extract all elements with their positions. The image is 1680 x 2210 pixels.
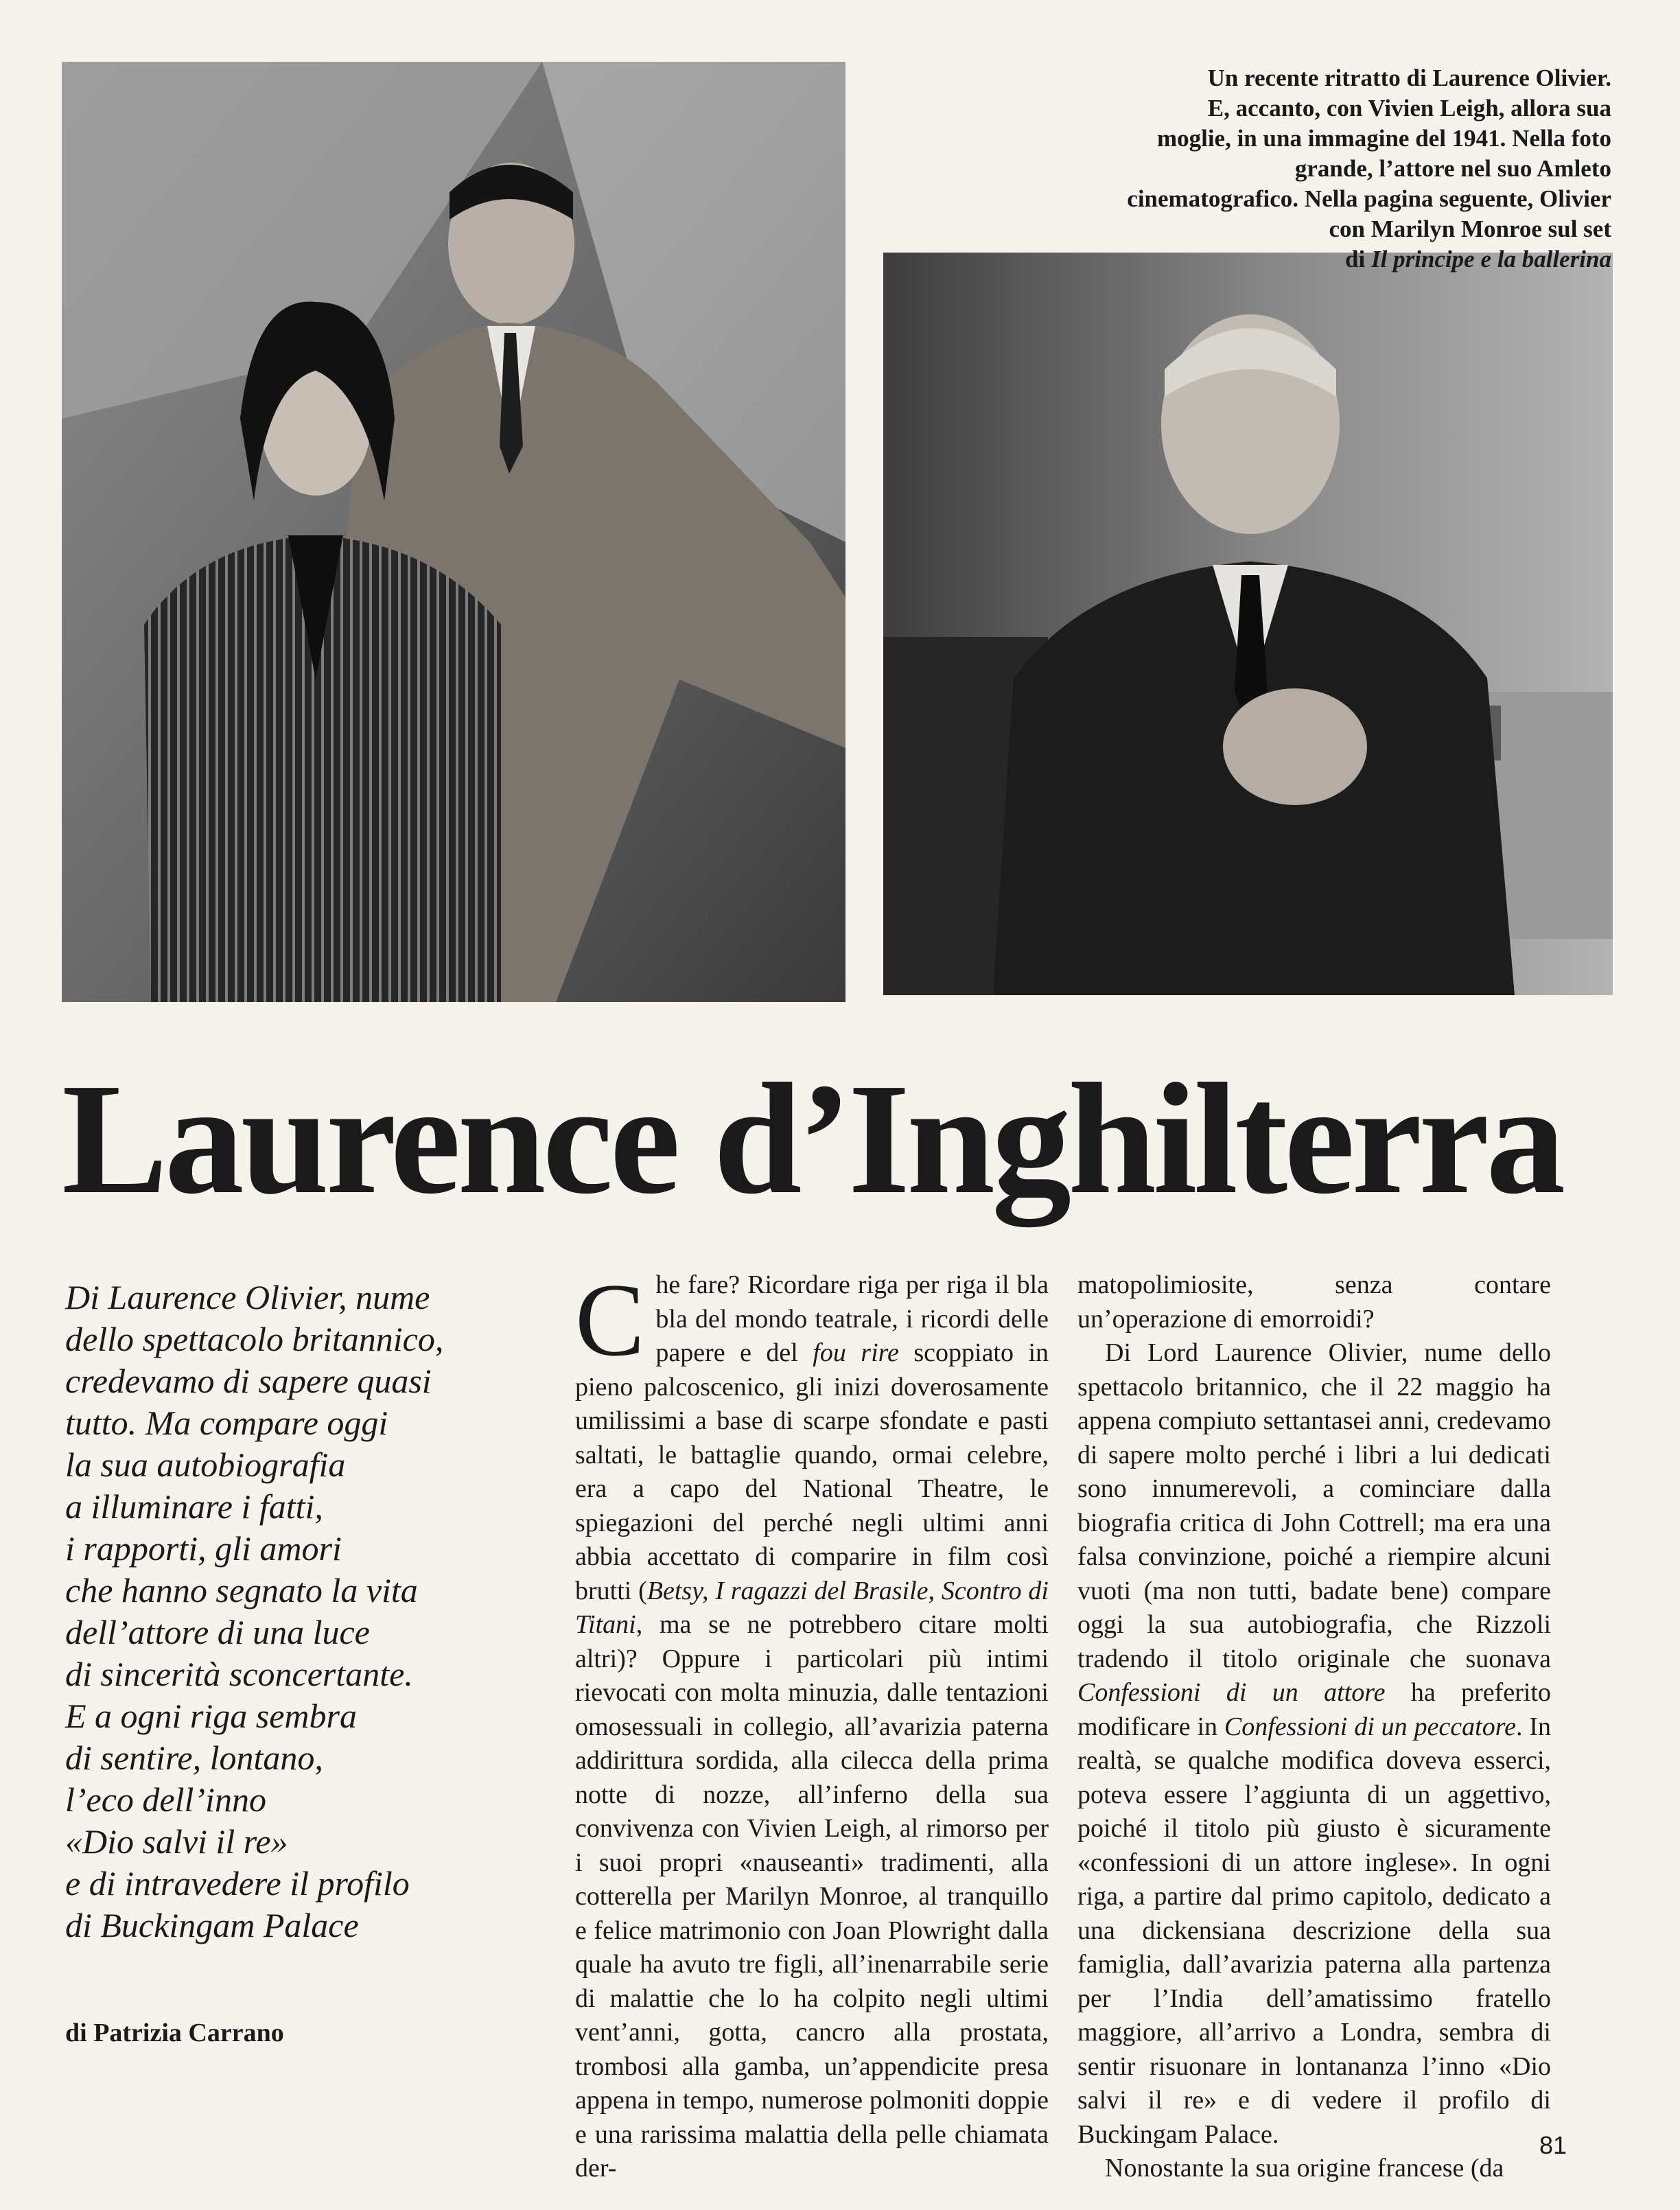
caption-line: Un recente ritratto di Laurence Olivier. <box>1207 65 1611 91</box>
intro-line: tutto. Ma compare oggi <box>65 1404 388 1442</box>
caption-line: E, accanto, con Vivien Leigh, allora sua <box>1207 95 1611 121</box>
intro-line: credevamo di sapere quasi <box>65 1362 432 1400</box>
article-byline: di Patrizia Carrano <box>65 2019 284 2047</box>
caption-line: cinematografico. Nella pagina seguente, Olivier <box>1127 185 1611 212</box>
intro-line: l’eco dell’inno <box>65 1780 266 1819</box>
paragraph-text: ha preferito modificare in <box>1077 1678 1551 1741</box>
article-column-1 <box>575 1262 1049 2186</box>
intro-line: dello spettacolo britannico, <box>65 1320 444 1358</box>
caption-line: moglie, in una immagine del 1941. Nella foto <box>1156 125 1611 152</box>
caption-line: con Marilyn Monroe sul set <box>1329 216 1611 242</box>
intro-line: E a ogni riga sembra <box>65 1697 357 1735</box>
intro-line: a illuminare i fatti, <box>65 1487 323 1526</box>
article-headline: Laurence d’Inghilterra <box>62 1051 1563 1227</box>
intro-line: dell’attore di una luce <box>65 1613 370 1651</box>
paragraph-italic: Confessioni di un peccatore <box>1224 1712 1516 1741</box>
article-paragraph <box>1077 1336 1551 2152</box>
page-number: 81 <box>1539 2131 1567 2159</box>
intro-line: Di Laurence Olivier, nume <box>65 1278 430 1316</box>
photo-olivier-portrait-image <box>883 253 1613 995</box>
paragraph-italic: Confessioni di un attore <box>1077 1678 1386 1707</box>
article-paragraph <box>575 1262 1049 2186</box>
intro-line: «Dio salvi il re» <box>65 1822 288 1861</box>
paragraph-text: . In realtà, se qualche modifica doveva esserci, poteva essere l’aggiunta di un aggettivo, poiché il titolo più giusto è sicuramente «confessioni di un attore inglese». In ogni riga, a partire dal primo capitolo, dedicato a una dickensiana descrizione della sua famiglia, dall’avarizia paterna alla partenza per l’India dell’amatissimo fratello maggiore, all’arrivo a Londra, sembra di sentir risuonare in lontananza l’inno «Dio salvi il re» e di vedere il profilo di Buckingam Palace. <box>1077 1712 1552 2149</box>
article-column-2 <box>1077 1268 1551 2186</box>
paragraph-text: he fare? Ricordare riga per riga il bla bla del mondo teatrale, i ricordi delle papere e del <box>655 1270 1049 1367</box>
caption-line <box>925 244 1611 275</box>
photo-olivier-leigh-image <box>62 62 845 1002</box>
caption-line-prefix: di <box>1345 246 1371 272</box>
paragraph-italic: fou rire <box>813 1338 899 1367</box>
intro-line: la sua autobiografia <box>65 1445 346 1484</box>
intro-line: e di intravedere il profilo <box>65 1864 410 1903</box>
intro-line: i rapporti, gli amori <box>65 1529 342 1568</box>
intro-line: che hanno segnato la vita <box>65 1571 418 1609</box>
intro-line: di Buckingam Palace <box>65 1906 359 1944</box>
paragraph-text: Di Lord Laurence Olivier, nume dello spettacolo britannico, che il 22 maggio ha appena compiuto settantasei anni, credevamo di sapere molto perché i libri a lui dedicati sono innumerevoli, a cominciare dalla biografia critica di John Cottrell; ma era una falsa convinzione, poiché a riempire alcuni vuoti (ma non tutti, badate bene) compare oggi la sua autobiografia, che Rizzoli tradendo il titolo originale che suonava <box>1077 1338 1551 1673</box>
article-paragraph: matopolimiosite, senza contare un’operazione di emorroidi? <box>1077 1270 1551 1334</box>
paragraph-text: scoppiato in pieno palcoscenico, gli inizi doverosamente umilissimi a base di scarpe sfondate e pasti saltati, le battaglie quando, ormai celebre, era a capo del National Theatre, le spiegazioni del perché negli ultimi anni abbia accettato di comparire in film così brutti ( <box>575 1338 1049 1605</box>
caption-film-title: Il principe e la ballerina <box>1371 246 1611 272</box>
paragraph-italic: Betsy, I ragazzi del Brasile, Scontro di Titani <box>575 1576 1049 1639</box>
intro-line: di sentire, lontano, <box>65 1738 323 1777</box>
photo-caption <box>925 63 1611 275</box>
drop-cap: C <box>575 1262 645 1377</box>
photo-olivier-portrait <box>883 253 1613 995</box>
article-intro <box>65 1277 532 1946</box>
intro-line: di sincerità sconcertante. <box>65 1655 413 1693</box>
photo-olivier-leigh <box>62 62 845 1002</box>
caption-line: grande, l’attore nel suo Amleto <box>1294 155 1611 182</box>
article-paragraph: Nonostante la sua origine francese (da <box>1105 2154 1504 2183</box>
paragraph-text: , ma se ne potrebbero citare molti altri)? Oppure i particolari più intimi rievocati con molta minuzia, dalle tentazioni omosessuali in collegio, all’avarizia paterna addirittura sordida, alla cilecca della prima notte di nozze, all’inferno della sua convivenza con Vivien Leigh, al rimorso per i suoi propri «nauseanti» tradimenti, alla cotterella per Marilyn Monroe, al tranquillo e felice matrimonio con Joan Plowright dalla quale ha avuto tre figli, all’inenarrabile serie di malattie che lo ha colpito negli ultimi vent’anni, gotta, cancro alla prostata, trombosi alla gamba, un’appendicite presa appena in tempo, numerose polmoniti doppie e una rarissima malattia della pelle chiamata der- <box>575 1610 1049 2183</box>
